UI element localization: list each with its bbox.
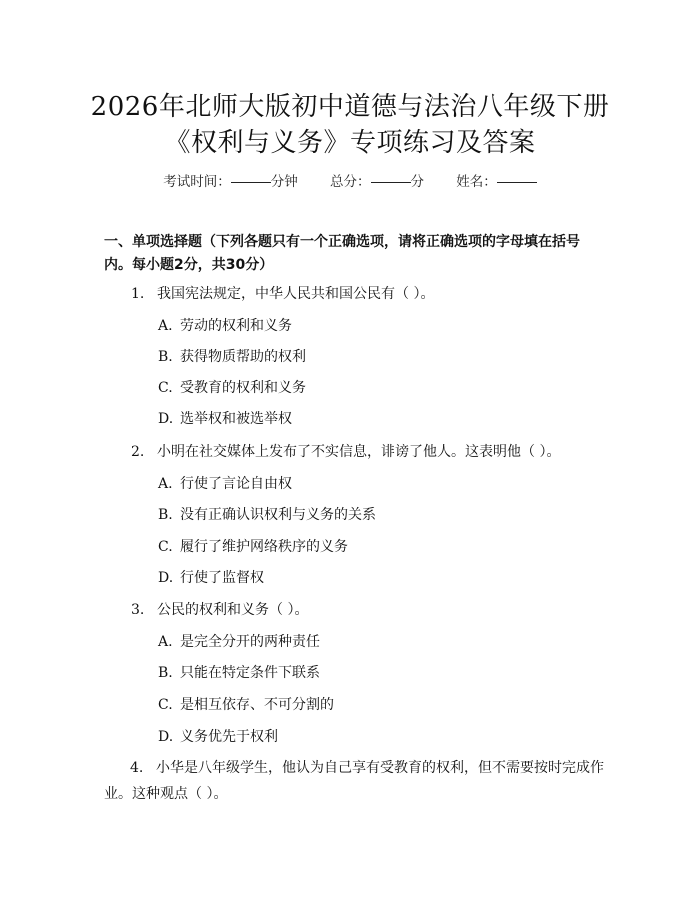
option-text: 行使了言论自由权 xyxy=(180,476,292,492)
exam-time-unit: 分钟 xyxy=(270,174,298,190)
exam-score-unit: 分 xyxy=(410,174,424,190)
question-2 xyxy=(131,441,560,461)
option-letter: B. xyxy=(158,507,173,523)
question-1-option-c xyxy=(158,377,306,397)
question-3-option-b xyxy=(158,662,320,682)
option-letter: C. xyxy=(158,539,173,555)
section-heading: 一、单项选择题（下列各题只有一个正确选项，请将正确选项的字母填在括号内。每小题2分，共30分） xyxy=(104,234,580,273)
question-text: 小明在社交媒体上发布了不实信息，诽谤了他人。这表明他（ ）。 xyxy=(157,444,561,460)
question-3-option-a xyxy=(158,631,320,651)
exam-name-label: 姓名： xyxy=(456,174,497,190)
option-text: 获得物质帮助的权利 xyxy=(180,349,306,365)
option-letter: D. xyxy=(158,411,174,427)
question-text: 公民的权利和义务（ ）。 xyxy=(157,602,309,618)
question-number: 4. xyxy=(130,760,144,776)
option-letter: D. xyxy=(158,570,174,586)
option-letter: C. xyxy=(158,380,173,396)
question-2-option-d xyxy=(158,567,264,587)
option-text: 没有正确认识权利与义务的关系 xyxy=(180,507,376,523)
exam-time xyxy=(163,174,302,190)
question-number: 3. xyxy=(131,602,145,618)
option-letter: A. xyxy=(158,318,173,334)
page-title-line1: 2026年北师大版初中道德与法治八年级下册 xyxy=(90,92,610,122)
question-2-option-c xyxy=(158,536,348,556)
exam-time-label: 考试时间： xyxy=(163,174,231,190)
option-text: 履行了维护网络秩序的义务 xyxy=(180,539,348,555)
exam-meta xyxy=(0,170,700,190)
question-text: 我国宪法规定，中华人民共和国公民有（ ）。 xyxy=(157,286,435,302)
option-letter: B. xyxy=(158,665,173,681)
exam-time-blank xyxy=(231,182,271,183)
option-letter: A. xyxy=(158,476,173,492)
option-letter: B. xyxy=(158,349,173,365)
option-letter: A. xyxy=(158,634,173,650)
question-1-option-d xyxy=(158,408,292,428)
question-number: 2. xyxy=(131,444,145,460)
option-text: 是相互依存、不可分割的 xyxy=(180,697,334,713)
question-3-option-c xyxy=(158,694,334,714)
question-4 xyxy=(104,755,604,807)
option-text: 劳动的权利和义务 xyxy=(180,318,292,334)
exam-name-blank xyxy=(497,182,537,183)
option-letter: C. xyxy=(158,697,173,713)
question-text: 小华是八年级学生，他认为自己享有受教育的权利，但不需要按时完成作业。这种观点（ ）。 xyxy=(104,760,604,802)
exam-name xyxy=(456,174,537,190)
question-1 xyxy=(131,283,434,303)
page-title-line2: 《权利与义务》专项练习及答案 xyxy=(164,128,536,158)
option-text: 行使了监督权 xyxy=(180,570,264,586)
option-text: 选举权和被选举权 xyxy=(180,411,292,427)
exam-score xyxy=(330,174,428,190)
exam-score-label: 总分： xyxy=(330,174,371,190)
option-letter: D. xyxy=(158,729,174,745)
question-2-option-a xyxy=(158,473,292,493)
question-3 xyxy=(131,599,308,619)
question-1-option-a xyxy=(158,315,292,335)
question-1-option-b xyxy=(158,346,306,366)
question-2-option-b xyxy=(158,504,376,524)
question-number: 1. xyxy=(131,286,145,302)
option-text: 只能在特定条件下联系 xyxy=(180,665,320,681)
option-text: 义务优先于权利 xyxy=(180,729,278,745)
question-3-option-d xyxy=(158,726,278,746)
option-text: 是完全分开的两种责任 xyxy=(180,634,320,650)
exam-score-blank xyxy=(371,182,411,183)
option-text: 受教育的权利和义务 xyxy=(180,380,306,396)
